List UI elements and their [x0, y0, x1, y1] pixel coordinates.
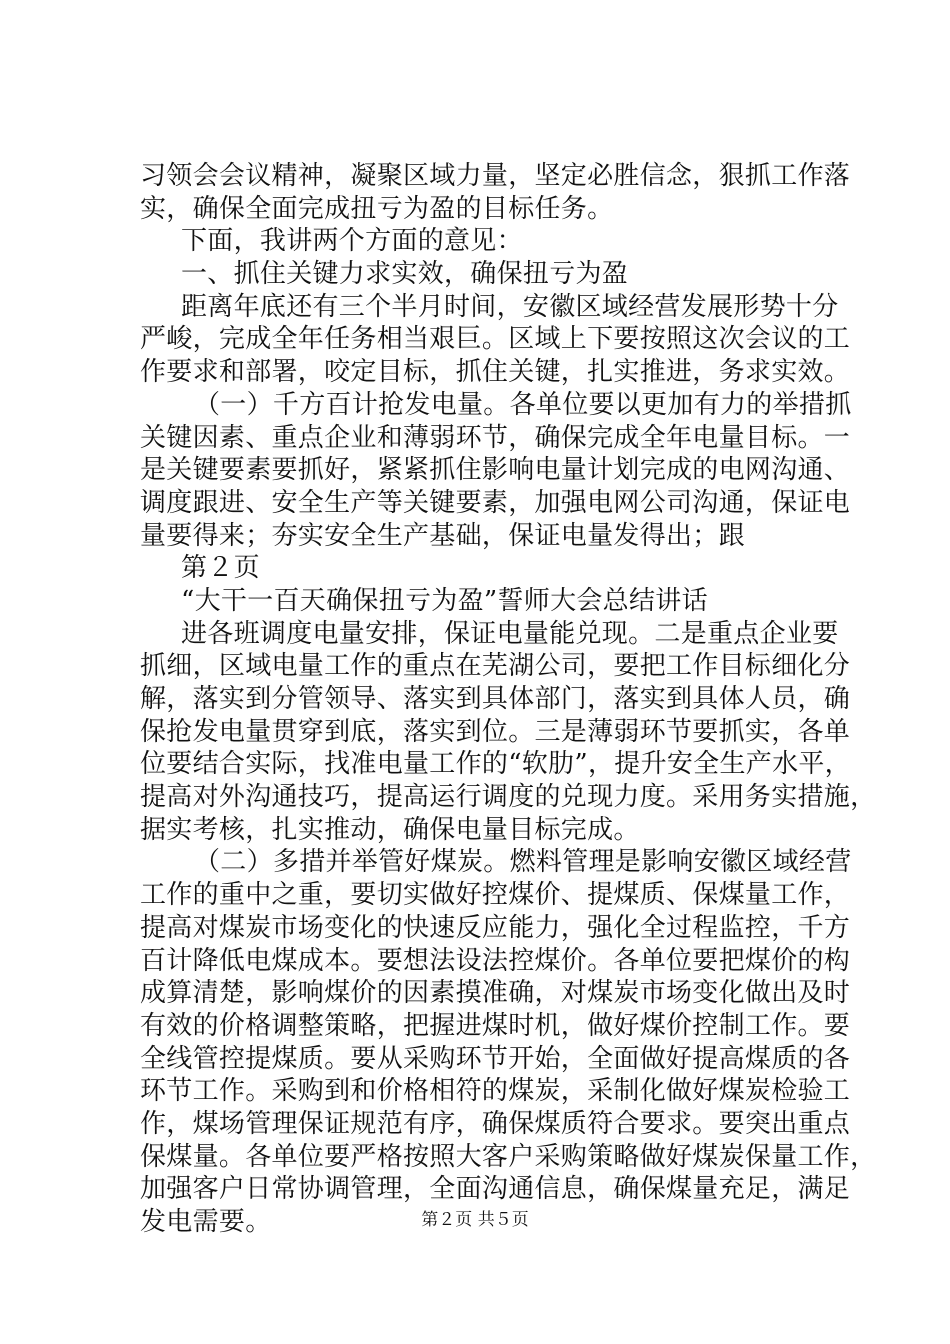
page-footer: 第２页 共５页	[421, 1210, 529, 1230]
text-line: （二）多措并举管好煤炭。燃料管理是影响安徽区域经营	[194, 847, 852, 878]
text-line: 实，确保全面完成扭亏为盈的目标任务。	[140, 193, 614, 224]
text-line: 工作的重中之重，要切实做好控煤价、提煤质、保煤量工作，	[140, 880, 851, 911]
text-line: 据实考核，扎实推动，确保电量目标完成。	[140, 814, 640, 845]
text-line: 有效的价格调整策略，把握进煤时机，做好煤价控制工作。要	[140, 1010, 851, 1041]
text-line: （一）千方百计抢发电量。各单位要以更加有力的举措抓	[194, 389, 852, 420]
text-line: 作，煤场管理保证规范有序，确保煤质符合要求。要突出重点	[140, 1108, 851, 1139]
text-line: 提高对外沟通技巧，提高运行调度的兑现力度。采用务实措施，	[140, 782, 877, 813]
text-line: 是关键要素要抓好，紧紧抓住影响电量计划完成的电网沟通、	[140, 455, 851, 486]
text-line: 关键因素、重点企业和薄弱环节，确保完成全年电量目标。一	[140, 422, 851, 453]
text-line: 量要得来；夯实安全生产基础，保证电量发得出；跟	[140, 520, 745, 551]
text-line: 习领会会议精神，凝聚区域力量，坚定必胜信念，狠抓工作落	[140, 161, 851, 191]
text-line: 一、抓住关键力求实效，确保扭亏为盈	[181, 259, 629, 290]
text-line: 成算清楚，影响煤价的因素摸准确，对煤炭市场变化做出及时	[140, 978, 851, 1009]
text-line: 作要求和部署，咬定目标，抓住关键，扎实推进，务求实效。	[140, 357, 851, 388]
text-line: 百计降低电煤成本。要想法设法控煤价。各单位要把煤价的构	[140, 945, 851, 976]
text-line: 下面，我讲两个方面的意见：	[181, 226, 523, 257]
text-line: 抓细，区域电量工作的重点在芜湖公司，要把工作目标细化分	[140, 651, 851, 682]
text-line: 严峻，完成全年任务相当艰巨。区域上下要按照这次会议的工	[140, 324, 851, 355]
text-line: 保煤量。各单位要严格按照大客户采购策略做好煤炭保量工作，	[140, 1141, 877, 1172]
text-line: 加强客户日常协调管理，全面沟通信息，确保煤量充足，满足	[140, 1174, 851, 1205]
text-line: 解，落实到分管领导、落实到具体部门，落实到具体人员，确	[140, 684, 851, 714]
text-line: 调度跟进、安全生产等关键要素，加强电网公司沟通，保证电	[140, 487, 851, 518]
text-line: 全线管控提煤质。要从采购环节开始，全面做好提高煤质的各	[140, 1043, 851, 1074]
document-body	[140, 160, 877, 1239]
text-line: 提高对煤炭市场变化的快速反应能力，强化全过程监控，千方	[140, 912, 851, 943]
text-line: 距离年底还有三个半月时间，安徽区域经营发展形势十分	[181, 291, 839, 322]
text-line: “大干一百天确保扭亏为盈”誓师大会总结讲话	[181, 585, 708, 616]
text-line: 进各班调度电量安排，保证电量能兑现。二是重点企业要	[181, 618, 839, 649]
text-line: 环节工作。采购到和价格相符的煤炭，采制化做好煤炭检验工	[140, 1076, 851, 1107]
text-line: 位要结合实际，找准电量工作的“软肋”，提升安全生产水平，	[140, 749, 851, 780]
text-line: 保抢发电量贯穿到底，落实到位。三是薄弱环节要抓实，各单	[140, 716, 851, 747]
text-line: 发电需要。	[140, 1207, 272, 1237]
text-line: 第２页	[181, 553, 260, 584]
